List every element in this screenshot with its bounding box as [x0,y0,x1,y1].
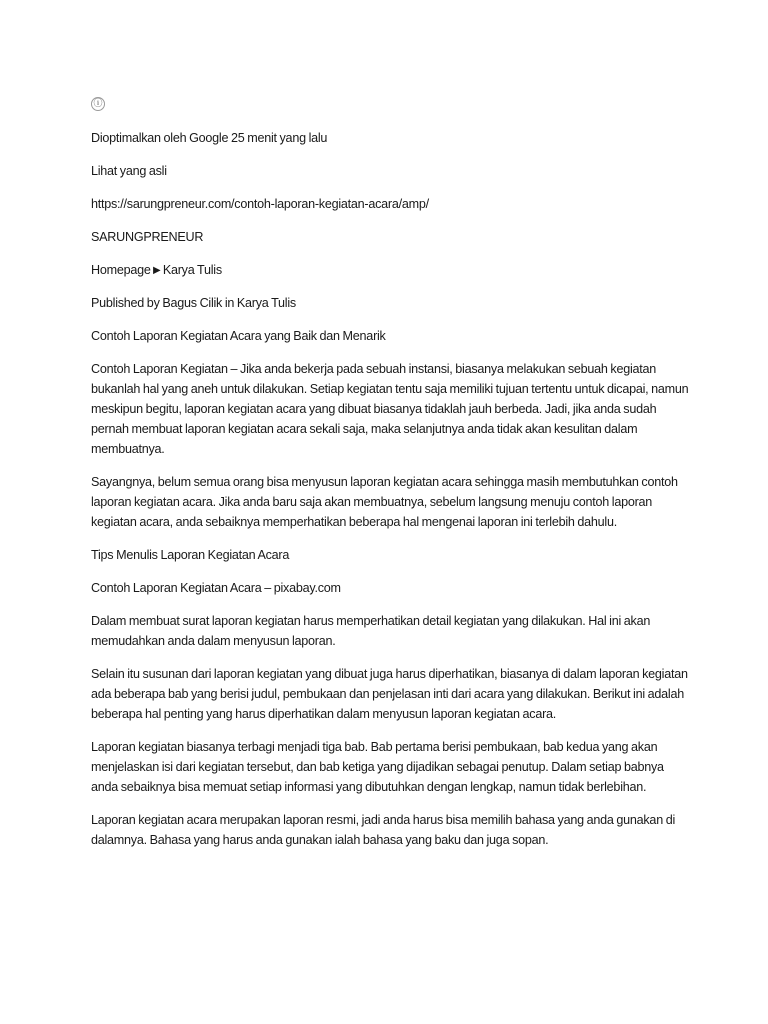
section-paragraph: Laporan kegiatan biasanya terbagi menjadi tiga bab. Bab pertama berisi pembukaan, bab kedua yang akan menjelaskan isi dari kegiatan tersebut, dan bab ketiga yang dijadikan sebagai penutup. Dalam setiap babnya anda sebaiknya bisa memuat setiap informasi yang dibutuhkan dengan lengkap, namun tidak berlebihan. [91,740,664,794]
section-heading: Tips Menulis Laporan Kegiatan Acara [91,548,290,562]
article-title: Contoh Laporan Kegiatan Acara yang Baik dan Menarik [91,329,386,343]
article-paragraph: Contoh Laporan Kegiatan – Jika anda bekerja pada sebuah instansi, biasanya melakukan sebuah kegiatan bukanlah hal yang aneh untuk dilakukan. Setiap kegiatan tentu saja memiliki tujuan tertentu untuk dicapai, namun meskipun begitu, laporan kegiatan acara yang dibuat biasanya tidaklah jauh berbeda. Jadi, jika anda sudah pernah membuat laporan kegiatan acara sekali saja, maka selanjutnya anda tidak akan kesulitan dalam membuatnya. [91,362,689,456]
info-icon[interactable]: ⓘ [91,97,105,111]
section-paragraph: Laporan kegiatan acara merupakan laporan resmi, jadi anda harus bisa memilih bahasa yang anda gunakan di dalamnya. Bahasa yang harus anda gunakan ialah bahasa yang baku dan juga sopan. [91,813,675,847]
article-paragraph: Sayangnya, belum semua orang bisa menyusun laporan kegiatan acara sehingga masih membutuhkan contoh laporan kegiatan acara. Jika anda baru saja akan membuatnya, sebelum langsung menuju contoh laporan kegiatan acara, anda sebaiknya memperhatikan beberapa hal mengenai laporan ini terlebih dahulu. [91,475,678,529]
byline: Published by Bagus Cilik in Karya Tulis [91,296,296,310]
image-caption: Contoh Laporan Kegiatan Acara – pixabay.com [91,581,341,595]
site-name: SARUNGPRENEUR [91,230,204,244]
view-original-link[interactable]: Lihat yang asli [91,164,167,178]
optimized-notice: Dioptimalkan oleh Google 25 menit yang lalu [91,131,328,145]
original-url[interactable]: https://sarungpreneur.com/contoh-laporan-kegiatan-acara/amp/ [91,197,429,211]
breadcrumb[interactable]: Homepage►Karya Tulis [91,263,222,277]
section-paragraph: Selain itu susunan dari laporan kegiatan yang dibuat juga harus diperhatikan, biasanya di dalam laporan kegiatan ada beberapa bab yang berisi judul, pembukaan dan penjelasan inti dari acara yang dilakukan. Berikut ini adalah beberapa hal penting yang harus diperhatikan dalam menyusun laporan kegiatan acara. [91,667,688,721]
section-paragraph: Dalam membuat surat laporan kegiatan harus memperhatikan detail kegiatan yang dilakukan. Hal ini akan memudahkan anda dalam menyusun laporan. [91,614,651,648]
document-page [91,93,691,863]
